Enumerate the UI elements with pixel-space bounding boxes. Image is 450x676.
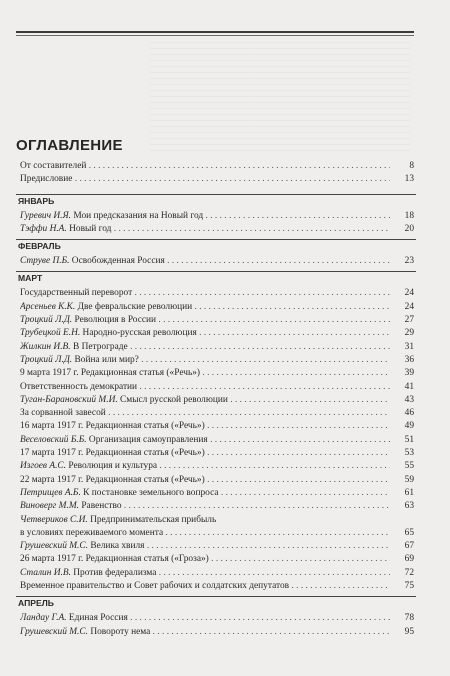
toc-entry-title: Предисловие bbox=[20, 174, 73, 185]
toc-entry bbox=[16, 407, 416, 420]
toc-entry-author: Трубецкой Е.Н. bbox=[20, 328, 81, 339]
toc-entry-text bbox=[20, 407, 390, 420]
bleed-through-text bbox=[150, 42, 410, 152]
toc-entry-text bbox=[20, 314, 390, 327]
toc-entry bbox=[16, 474, 416, 487]
toc-entry-page: 72 bbox=[404, 567, 414, 578]
toc-entry-title: 16 марта 1917 г. Редакционная статья («Речь») bbox=[20, 421, 205, 432]
toc-entry-title: Революция и культура bbox=[68, 461, 158, 472]
toc-entry-author: Жилкин И.В. bbox=[20, 341, 71, 352]
toc-entry bbox=[16, 447, 416, 460]
toc-entry-title: В Петрограде bbox=[72, 341, 128, 352]
toc-entry bbox=[16, 500, 416, 513]
toc-entry-text bbox=[20, 341, 390, 354]
toc-entry-text bbox=[20, 420, 390, 433]
toc-entry-text bbox=[20, 612, 390, 625]
toc-entry bbox=[16, 210, 416, 223]
toc-entry-author: Гуревич И.Я. bbox=[20, 210, 72, 221]
toc-entry-text bbox=[20, 434, 390, 447]
toc-entry-page: 61 bbox=[404, 487, 414, 498]
toc-entry-text bbox=[20, 460, 390, 473]
section-heading: ФЕВРАЛЬ bbox=[16, 239, 416, 255]
toc-entry-page: 75 bbox=[404, 581, 414, 592]
toc-entry-page: 46 bbox=[404, 408, 414, 419]
toc-entry-text bbox=[20, 367, 390, 380]
toc-entry-title: Повороту нема bbox=[90, 626, 151, 637]
toc-entry bbox=[16, 314, 416, 327]
toc-entry-text bbox=[20, 223, 390, 236]
toc-entry-title: Государственный переворот bbox=[20, 288, 133, 299]
toc-entry bbox=[16, 487, 416, 500]
toc-entry-text bbox=[20, 287, 390, 300]
toc-entry-text bbox=[20, 580, 390, 593]
toc-entry-title: От составителей bbox=[20, 161, 87, 171]
toc-entry-text bbox=[20, 527, 390, 540]
toc-entry-text bbox=[20, 381, 390, 394]
toc-entry bbox=[16, 301, 416, 314]
toc-entry-title: Ответственность демократии bbox=[20, 381, 138, 392]
toc-entry-author: Грушевский М.С. bbox=[20, 626, 88, 637]
toc-entry-page: 23 bbox=[404, 256, 414, 267]
top-rule-thin bbox=[16, 35, 414, 36]
toc-entry bbox=[16, 567, 416, 580]
toc-entry-page: 8 bbox=[409, 161, 414, 171]
toc-entry bbox=[16, 160, 416, 173]
toc-entry-title: 17 марта 1917 г. Редакционная статья («Речь») bbox=[20, 448, 205, 459]
toc-entry-text bbox=[20, 626, 390, 639]
toc-entry-page: 18 bbox=[404, 210, 414, 221]
toc-entry bbox=[16, 626, 416, 639]
toc-entry-author: Туган-Барановский М.И. bbox=[20, 394, 118, 405]
section-heading: АПРЕЛЬ bbox=[16, 596, 416, 612]
toc-entry-title: Равенство bbox=[81, 501, 122, 512]
toc-entry-text bbox=[20, 210, 390, 223]
toc-entry-text bbox=[20, 500, 390, 513]
toc-entry-text bbox=[20, 474, 390, 487]
toc-entry-title: 9 марта 1917 г. Редакционная статья («Речь») bbox=[20, 368, 201, 379]
toc-entry-page: 63 bbox=[404, 501, 414, 512]
toc-entry-text bbox=[20, 567, 390, 580]
toc-entry-author: Виноверг М.М. bbox=[20, 501, 79, 512]
toc-entry bbox=[16, 420, 416, 433]
toc-entry bbox=[16, 580, 416, 593]
toc-entry-author: Четвериков С.И. bbox=[20, 514, 88, 525]
toc-entry bbox=[16, 540, 416, 553]
toc-entry-author: Ландау Г.А. bbox=[20, 613, 67, 624]
toc-entry-text bbox=[20, 514, 390, 527]
toc-entry-title: Новый год bbox=[69, 223, 112, 234]
toc-entry bbox=[16, 327, 416, 340]
toc-entry-title: Мои предсказания на Новый год bbox=[73, 210, 204, 221]
table-of-contents bbox=[16, 160, 416, 639]
toc-entry bbox=[16, 354, 416, 367]
toc-entry-page: 69 bbox=[404, 554, 414, 565]
toc-entry-title: 26 марта 1917 г. Редакционная статья («Гроза») bbox=[20, 554, 209, 565]
toc-entry-title: Революция в России bbox=[74, 315, 157, 326]
toc-entry bbox=[16, 394, 416, 407]
toc-entry-text bbox=[20, 354, 390, 367]
top-rule bbox=[16, 31, 414, 33]
toc-entry bbox=[16, 287, 416, 300]
toc-entry bbox=[16, 460, 416, 473]
toc-entry-title: Освобожденная Россия bbox=[71, 256, 165, 267]
toc-entry-text bbox=[20, 394, 390, 407]
toc-entry-page: 59 bbox=[404, 474, 414, 485]
toc-entry-title: Смысл русской революции bbox=[120, 394, 228, 405]
toc-entry bbox=[16, 173, 416, 186]
toc-entry-page: 24 bbox=[404, 288, 414, 299]
toc-entry-text bbox=[20, 255, 390, 268]
toc-entry-title: Временное правительство и Совет рабочих и солдатских депутатов bbox=[20, 581, 290, 592]
toc-entry-title: Против федерализма bbox=[73, 567, 157, 578]
toc-entry-page: 27 bbox=[404, 315, 414, 326]
toc-entry-title: Две февральские революции bbox=[77, 301, 193, 312]
toc-entry-author: Веселовский Б.Б. bbox=[20, 434, 87, 445]
toc-entry-title: Велика хвиля bbox=[90, 541, 145, 552]
toc-entry-text bbox=[20, 301, 390, 314]
toc-entry-text bbox=[20, 327, 390, 340]
toc-entry-text bbox=[20, 540, 390, 553]
section-heading: ЯНВАРЬ bbox=[16, 194, 416, 210]
toc-entry-title: в условиях переживаемого момента bbox=[20, 527, 164, 538]
toc-entry bbox=[16, 367, 416, 380]
toc-entry-text bbox=[20, 160, 390, 173]
toc-entry-page: 53 bbox=[404, 448, 414, 459]
toc-entry-page: 36 bbox=[404, 354, 414, 365]
toc-entry-page: 24 bbox=[404, 301, 414, 312]
toc-entry bbox=[16, 341, 416, 354]
toc-entry-author: Арсеньев К.К. bbox=[20, 301, 76, 312]
toc-entry-author: Троцкий Л.Д. bbox=[20, 315, 73, 326]
toc-entry bbox=[16, 527, 416, 540]
toc-entry-page: 41 bbox=[404, 381, 414, 392]
toc-entry bbox=[16, 612, 416, 625]
toc-entry-title: Война или мир? bbox=[74, 354, 139, 365]
toc-entry-text bbox=[20, 553, 390, 566]
toc-entry-title: Народно-русская революция bbox=[82, 328, 197, 339]
toc-entry-text bbox=[20, 487, 390, 500]
toc-entry-page: 95 bbox=[404, 626, 414, 637]
page-title: ОГЛАВЛЕНИЕ bbox=[16, 137, 123, 154]
toc-entry-title: За сорванной завесой bbox=[20, 408, 106, 419]
toc-entry-title: Предпринимательская прибыль bbox=[90, 514, 217, 525]
toc-entry-page: 65 bbox=[404, 527, 414, 538]
toc-entry-author: Петрищев А.Б. bbox=[20, 487, 81, 498]
toc-entry-page: 78 bbox=[404, 613, 414, 624]
toc-entry-author: Тэффи Н.А. bbox=[20, 223, 67, 234]
toc-entry-page: 51 bbox=[404, 434, 414, 445]
toc-entry-author: Изгоев А.С. bbox=[20, 461, 67, 472]
toc-entry bbox=[16, 381, 416, 394]
toc-entry-author: Грушевский М.С. bbox=[20, 541, 88, 552]
toc-entry-page: 29 bbox=[404, 328, 414, 339]
toc-entry-title: Единая Россия bbox=[68, 613, 128, 624]
toc-entry-page: 49 bbox=[404, 421, 414, 432]
section-heading: МАРТ bbox=[16, 271, 416, 287]
toc-entry-page: 20 bbox=[404, 223, 414, 234]
toc-entry-title: 22 марта 1917 г. Редакционная статья («Речь») bbox=[20, 474, 205, 485]
toc-entry-author: Струве П.Б. bbox=[20, 256, 70, 267]
toc-entry-page: 67 bbox=[404, 541, 414, 552]
toc-entry-title: Организация самоуправления bbox=[88, 434, 208, 445]
toc-entry bbox=[16, 223, 416, 236]
toc-entry-text bbox=[20, 173, 390, 186]
toc-entry-page: 55 bbox=[404, 461, 414, 472]
toc-entry-text bbox=[20, 447, 390, 460]
toc-entry-author: Сталин И.В. bbox=[20, 567, 71, 578]
toc-entry-page: 31 bbox=[404, 341, 414, 352]
toc-entry bbox=[16, 553, 416, 566]
toc-entry-page: 43 bbox=[404, 394, 414, 405]
toc-entry-author: Троцкий Л.Д. bbox=[20, 354, 73, 365]
toc-entry-title: К постановке земельного вопроса bbox=[83, 487, 219, 498]
toc-entry bbox=[16, 434, 416, 447]
toc-entry bbox=[16, 514, 416, 527]
toc-entry-page: 39 bbox=[404, 368, 414, 379]
toc-entry bbox=[16, 255, 416, 268]
toc-entry-page: 13 bbox=[404, 174, 414, 185]
